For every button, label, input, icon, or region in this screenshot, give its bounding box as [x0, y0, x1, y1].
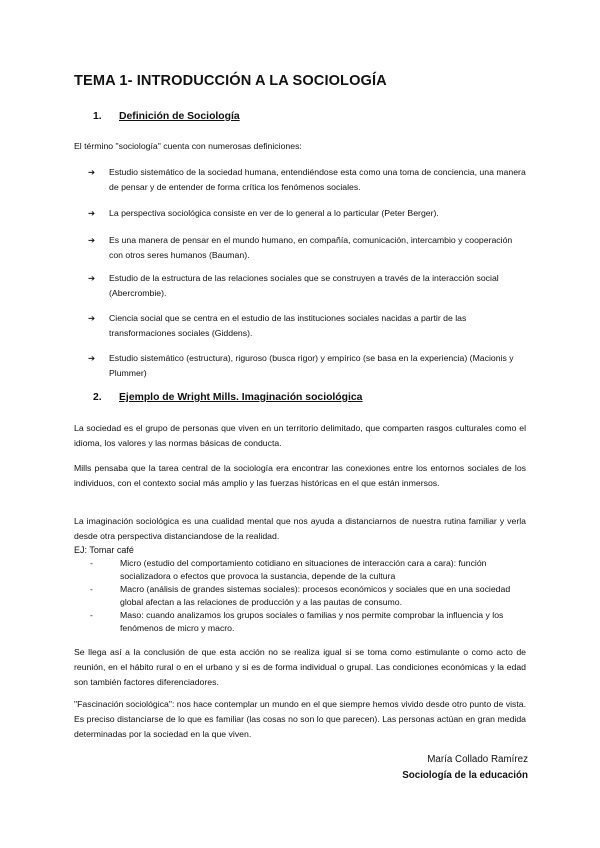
arrow-icon: ➔ — [88, 208, 96, 218]
level-item — [90, 583, 528, 610]
paragraph-conclusion: Se llega así a la conclusión de que esta acción no se realiza igual si se toma como estimulante o como acto de reunión, en el hábito rural o en el urbano y si es de forma individual o grupal. Las condiciones económicas y la edad son también factores diferenciadores. — [74, 647, 526, 687]
section-2-number: 2. — [93, 392, 102, 403]
paragraph-society: La sociedad es el grupo de personas que viven en un territorio delimitado, que comparten rasgos culturales como el idioma, los valores y las normas básicas de conducta. — [74, 423, 526, 448]
arrow-icon: ➔ — [88, 273, 96, 283]
definition-text: Ciencia social que se centra en el estudio de las instituciones sociales nacidas a partir de las transformaciones sociales (Giddens). — [109, 313, 467, 338]
definition-item — [88, 206, 528, 221]
definition-item — [88, 311, 528, 340]
definition-text: Estudio de la estructura de las relaciones sociales que se construyen a través de la interacción social (Abercrombie). — [109, 273, 499, 298]
section-1-title: Definición de Sociología — [119, 111, 240, 122]
definition-text: La perspectiva sociológica consiste en ver de lo general a lo particular (Peter Berger). — [109, 208, 439, 218]
arrow-icon: ➔ — [88, 353, 96, 363]
definition-item — [88, 165, 528, 194]
section-2-heading — [93, 392, 362, 403]
arrow-icon: ➔ — [88, 235, 96, 245]
example-label: EJ: Tomar café — [74, 545, 134, 555]
definitions-intro: El término "sociología" cuenta con numerosas definiciones: — [74, 141, 302, 151]
level-text: Macro (análisis de grandes sistemas sociales): procesos económicos y sociales que en una sociedad global afectan a las relaciones de producción y a las pautas de consumo. — [120, 584, 511, 608]
paragraph-fascination: "Fascinación sociológica": nos hace contemplar un mundo en el que siempre hemos vivido desde otro punto de vista. Es preciso distanciarse de lo que es familiar (las cosas no son lo que parecen). Las personas actúan en gran medida determinadas por la sociedad en la que viven. — [74, 699, 526, 739]
level-item — [90, 557, 528, 584]
arrow-icon: ➔ — [88, 313, 96, 323]
definition-text: Es una manera de pensar en el mundo humano, en compañía, comunicación, intercambio y cooperación con otros seres humanos (Bauman). — [109, 235, 513, 260]
section-2-title: Ejemplo de Wright Mills. Imaginación sociológica — [119, 392, 363, 403]
section-1-heading — [93, 111, 240, 122]
dash-marker: - — [90, 584, 93, 594]
course-name: Sociología de la educación — [402, 770, 528, 781]
definition-item — [88, 233, 528, 262]
level-item — [90, 609, 528, 636]
dash-marker: - — [90, 610, 93, 620]
definition-item — [88, 271, 528, 300]
level-text: Micro (estudio del comportamiento cotidiano en situaciones de interacción cara a cara): función socializadora o efectos que provoca la sustancia, depende de la cultura — [120, 558, 487, 582]
section-1-number: 1. — [93, 111, 102, 122]
paragraph-mills: Mills pensaba que la tarea central de la sociología era encontrar las conexiones entre los entornos sociales de los individuos, con el contexto social más amplio y las fuerzas históricas en el que están inmersos. — [74, 463, 526, 488]
author-name: María Collado Ramírez — [427, 754, 528, 765]
definition-item — [88, 351, 528, 380]
arrow-icon: ➔ — [88, 167, 96, 177]
definition-text: Estudio sistemático de la sociedad humana, entendiéndose esta como una toma de conciencia, una manera de pensar y de entender de forma crítica los fenómenos sociales. — [109, 167, 526, 192]
level-text: Maso: cuando analizamos los grupos sociales o familias y nos permite comprobar la influencia y los fenómenos de micro y macro. — [120, 610, 504, 634]
dash-marker: - — [90, 558, 93, 568]
paragraph-imagination: La imaginación sociológica es una cualidad mental que nos ayuda a distanciarnos de nuestra rutina familiar y verla desde otra perspectiva distanciandose de la realidad. — [74, 516, 526, 541]
definition-text: Estudio sistemático (estructura), riguroso (busca rigor) y empírico (se basa en la experiencia) (Macionis y Plummer) — [109, 353, 514, 378]
page-title: TEMA 1- INTRODUCCIÓN A LA SOCIOLOGÍA — [74, 73, 387, 89]
